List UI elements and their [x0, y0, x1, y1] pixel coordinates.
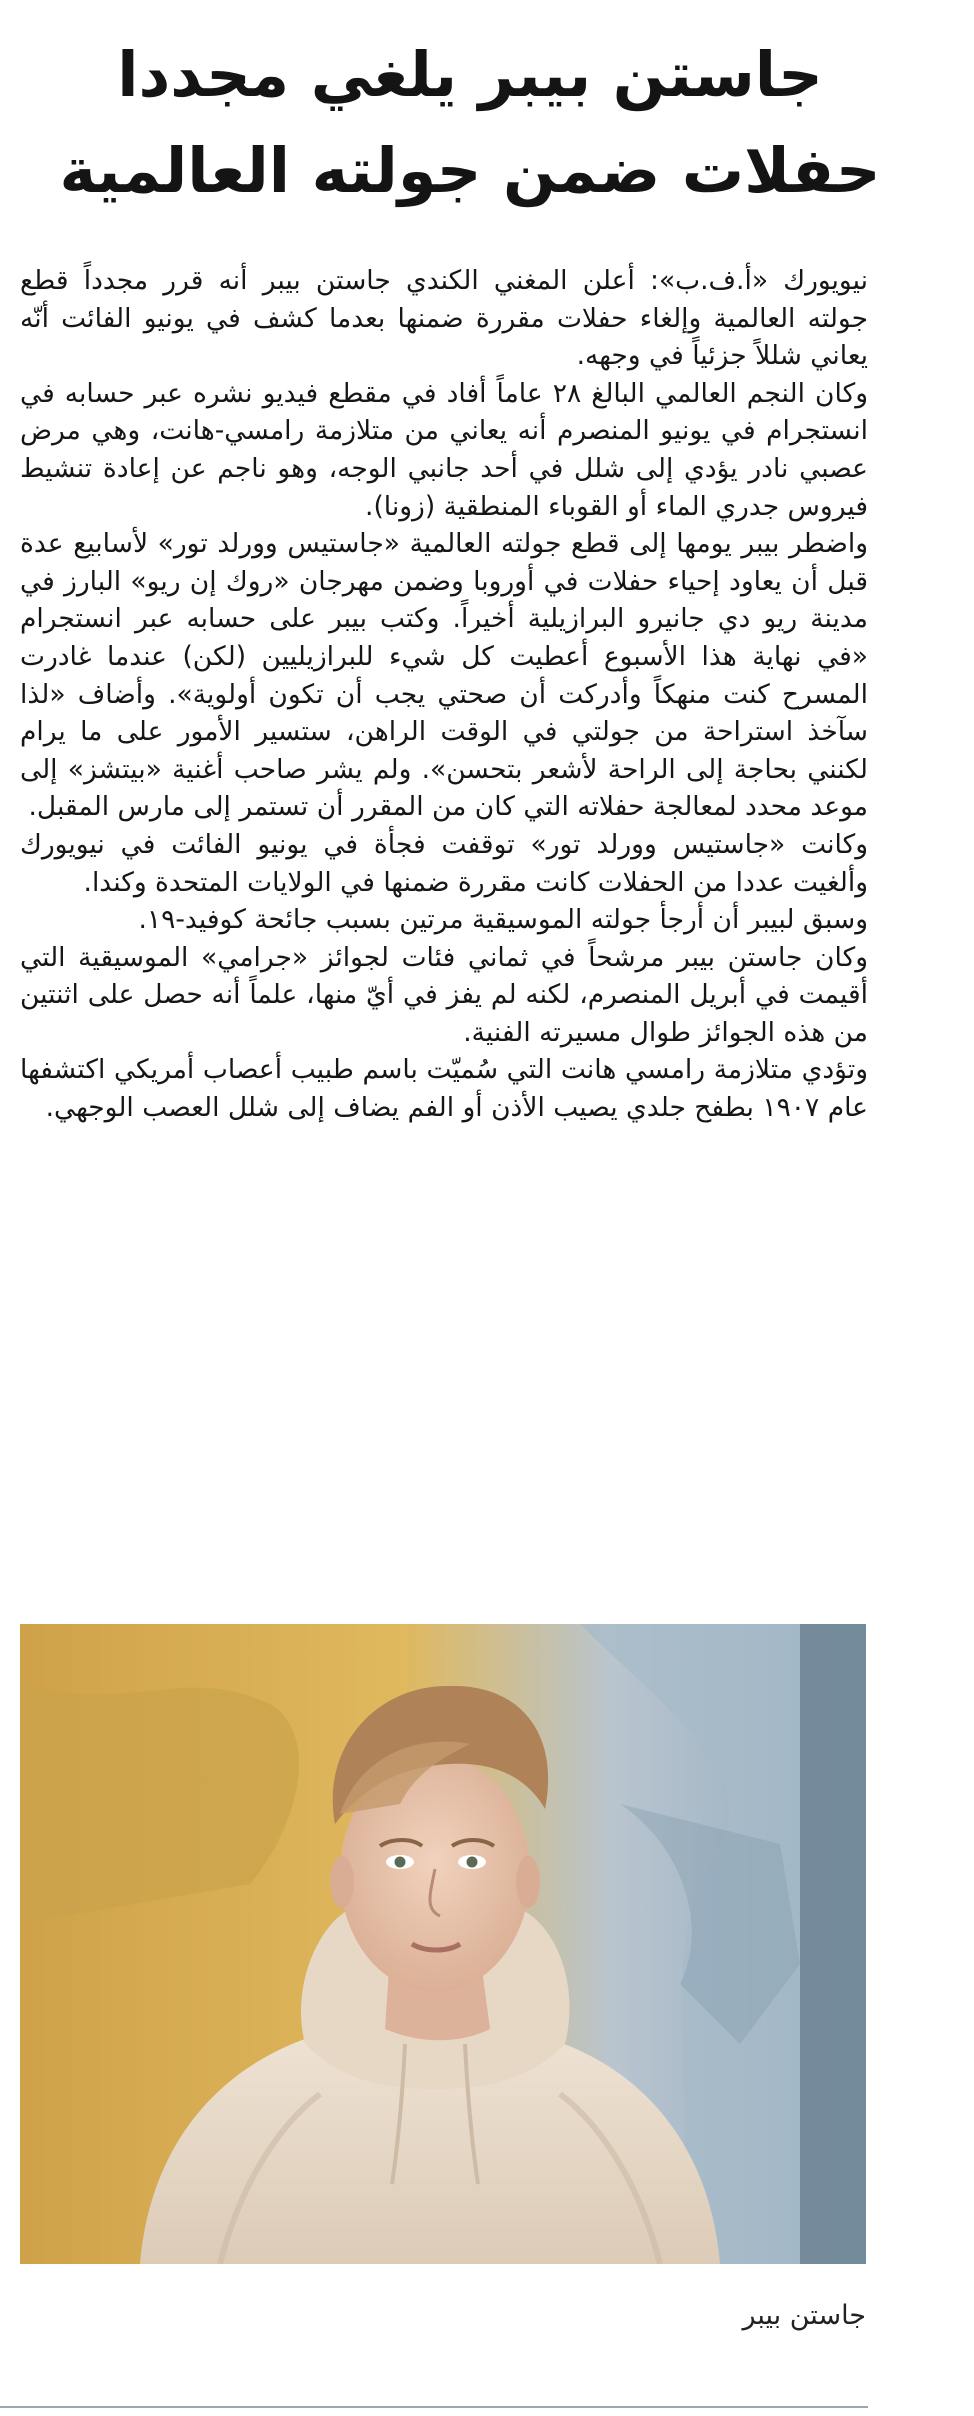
article-paragraph-7: وتؤدي متلازمة رامسي هانت التي سُميّت باسم طبيب أعصاب أمريكي اكتشفها عام ١٩٠٧ بطفح جلدي يصيب الأذن أو الفم يضاف إلى شلل العصب الوجهي.: [20, 1054, 868, 1124]
photo-illustration: [20, 1624, 866, 2264]
article-paragraph-6: وكان جاستن بيبر مرشحاً في ثماني فئات لجوائز «جرامي» الموسيقية التي أقيمت في أبريل المنصرم، لكنه لم يفز في أيّ منها، علماً أنه حصل على اثنتين من هذه الجوائز طوال مسيرته الفنية.: [20, 941, 868, 1048]
article-body: [20, 262, 868, 1127]
bottom-divider: [0, 2406, 868, 2408]
article-paragraph-2: وكان النجم العالمي البالغ ٢٨ عاماً أفاد في مقطع فيديو نشره عبر حسابه في انستجرام في يونيو المنصرم أنه يعاني من متلازمة رامسي-هانت، وهي مرض عصبي نادر يؤدي إلى شلل في أحد جانبي الوجه، وهو ناجم عن إعادة تنشيط فيروس جدري الماء أو القوباء المنطقية (زونا).: [20, 377, 868, 522]
article-paragraph-5: وسبق لبيبر أن أرجأ جولته الموسيقية مرتين بسبب جائحة كوفيد-١٩.: [138, 904, 868, 936]
headline-line-2: حفلات ضمن جولته العالمية: [59, 134, 881, 208]
headline: [40, 27, 900, 219]
article-paragraph-4: وكانت «جاستيس وورلد تور» توقفت فجأة في يونيو الفائت في نيويورك وألغيت عددا من الحفلات كانت مقررة ضمنها في الولايات المتحدة وكندا.: [20, 828, 868, 898]
headline-line-1: جاستن بيبر يلغي مجددا: [117, 38, 823, 112]
photo-caption: جاستن بيبر: [742, 2300, 866, 2331]
article-paragraph-1: نيويورك «أ.ف.ب»: أعلن المغني الكندي جاستن بيبر أنه قرر مجدداً قطع جولته العالمية وإلغاء حفلات مقررة ضمنها بعدما كشف في يونيو الفائت أنّه يعاني شللاً جزئياً في وجهه.: [20, 265, 868, 372]
article-paragraph-3: واضطر بيبر يومها إلى قطع جولته العالمية «جاستيس وورلد تور» لأسابيع عدة قبل أن يعاود إحياء حفلات في أوروبا وضمن مهرجان «روك إن ريو» البارز في مدينة ريو دي جانيرو البرازيلية أخيراً. وكتب بيبر على حسابه عبر انستجرام «في نهاية هذا الأسبوع أعطيت كل شيء للبرازيليين (لكن) عندما غادرت المسرح كنت منهكاً وأدركت أن صحتي يجب أن تكون أولوية». وأضاف «لذا سآخذ استراحة من جولتي في الوقت الراهن، ستسير الأمور على ما يرام لكنني بحاجة إلى الراحة لأشعر بتحسن». ولم يشر صاحب أغنية «بيتشز» إلى موعد محدد لمعالجة حفلاته التي كان من المقرر أن تستمر إلى مارس المقبل.: [20, 528, 868, 823]
article-photo: [20, 1624, 866, 2264]
